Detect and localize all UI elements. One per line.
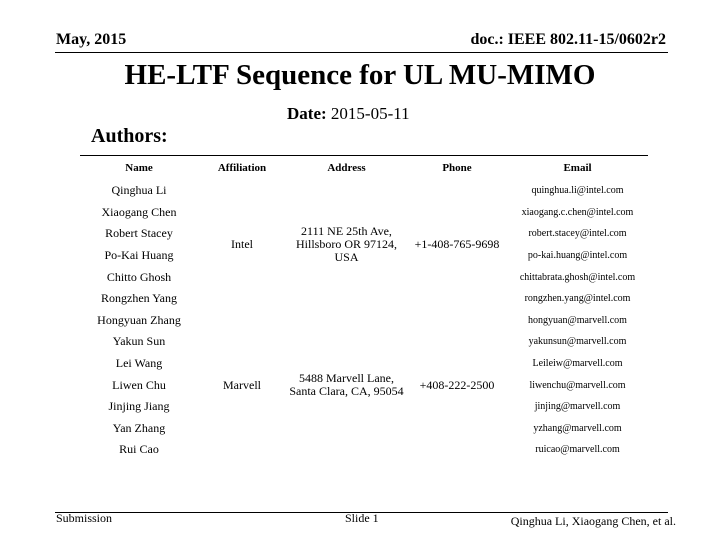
author-name: Rui Cao [119, 442, 159, 457]
author-email: robert.stacey@intel.com [528, 228, 627, 240]
author-email: yakunsun@marvell.com [528, 336, 627, 348]
col-header-email: Email [563, 162, 592, 174]
phone-intel: +1-408-765-9698 [414, 237, 500, 252]
author-name: Hongyuan Zhang [97, 312, 181, 327]
author-email: Leileiw@marvell.com [532, 358, 623, 370]
author-email: jinjing@marvell.com [534, 401, 621, 413]
author-email: yzhang@marvell.com [533, 422, 622, 434]
author-email: xiaogang.c.chen@intel.com [521, 206, 634, 218]
table-row [80, 180, 648, 202]
author-name: Liwen Chu [112, 377, 166, 392]
phone-marvell: +408-222-2500 [419, 377, 495, 392]
author-name: Yakun Sun [112, 334, 166, 349]
author-email: rongzhen.yang@intel.com [524, 293, 631, 305]
footer-slide-number: Slide 1 [345, 511, 379, 525]
author-name: Xiaogang Chen [101, 204, 177, 219]
col-header-address: Address [327, 162, 366, 174]
footer-submission: Submission [56, 511, 113, 525]
authors-heading: Authors: [91, 125, 168, 147]
table-row [80, 310, 648, 332]
footer-authors: Qinghua Li, Xiaogang Chen, et al. [510, 514, 676, 528]
header-doc-id: doc.: IEEE 802.11-15/0602r2 [470, 31, 666, 48]
col-header-phone: Phone [442, 162, 472, 174]
slide-title: HE-LTF Sequence for UL MU-MIMO [124, 59, 596, 91]
author-name: Rongzhen Yang [100, 291, 177, 306]
author-name: Jinjing Jiang [108, 399, 170, 414]
date-label: Date: [287, 104, 327, 123]
col-header-affiliation: Affiliation [217, 162, 267, 174]
author-name: Po-Kai Huang [104, 248, 174, 263]
address-marvell: 5488 Marvell Lane, Santa Clara, CA, 95054 [289, 371, 404, 399]
author-email: quinghua.li@intel.com [531, 185, 624, 197]
slide-date [287, 104, 410, 124]
address-intel: 2111 NE 25th Ave, Hillsboro OR 97124, USA [295, 224, 397, 265]
author-email: po-kai.huang@intel.com [527, 250, 628, 262]
col-header-name: Name [125, 162, 153, 174]
authors-table [80, 155, 648, 461]
author-name: Robert Stacey [105, 226, 173, 241]
author-email: liwenchu@marvell.com [529, 379, 626, 391]
author-email: chittabrata.ghosh@intel.com [519, 271, 636, 283]
date-value: 2015-05-11 [330, 104, 410, 123]
author-name: Yan Zhang [112, 420, 166, 435]
author-name: Chitto Ghosh [106, 269, 172, 284]
header-date: May, 2015 [56, 31, 127, 48]
header-rule [55, 52, 668, 53]
author-name: Qinghua Li [111, 183, 167, 198]
author-email: hongyuan@marvell.com [528, 314, 627, 326]
author-email: ruicao@marvell.com [535, 444, 620, 456]
author-name: Lei Wang [115, 356, 163, 371]
affiliation-intel: Intel [231, 237, 253, 252]
table-header-row [80, 156, 648, 181]
affiliation-marvell: Marvell [223, 377, 261, 392]
